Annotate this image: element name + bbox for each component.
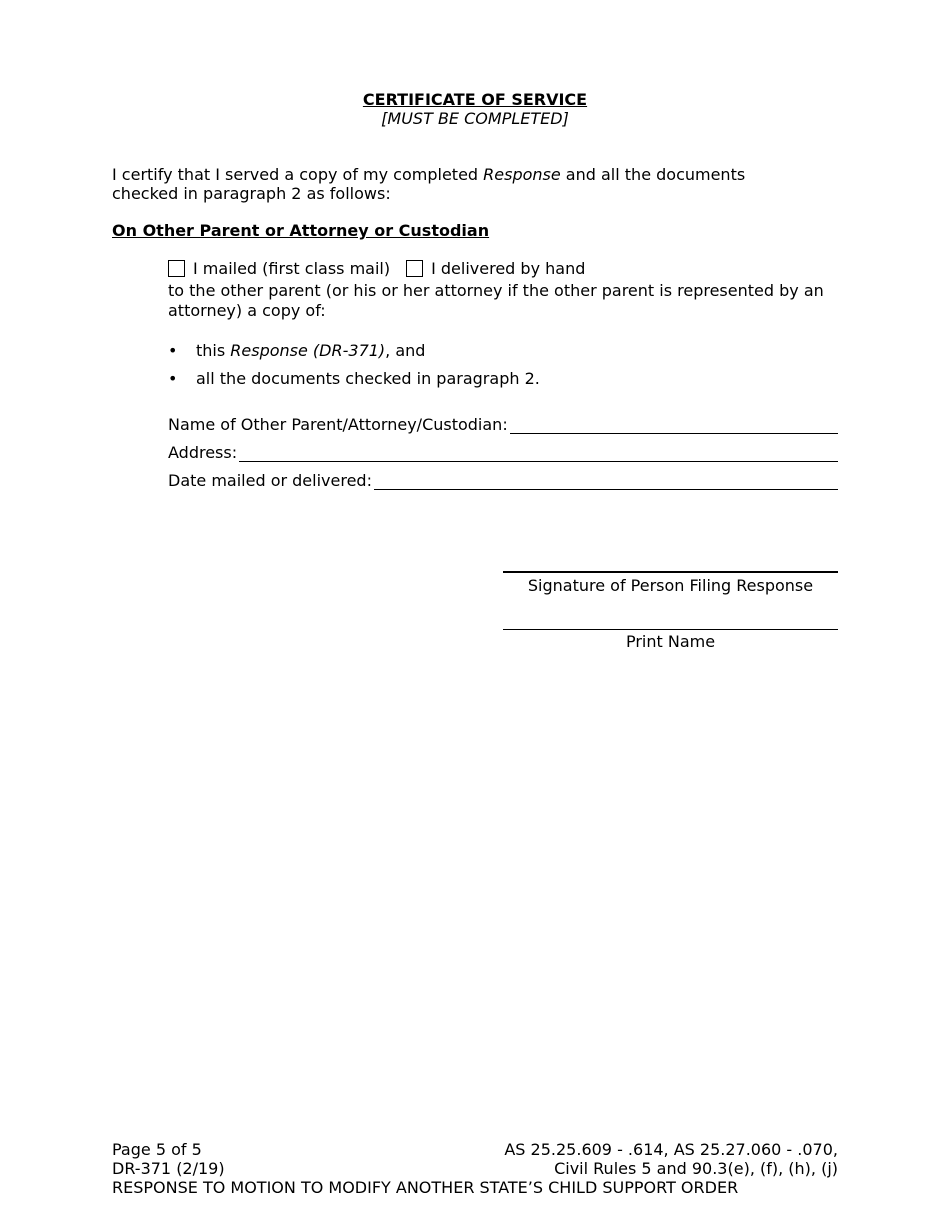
address-input-line[interactable]: [239, 445, 838, 462]
bullet-text-italic: Response (DR-371): [230, 341, 386, 360]
date-input-line[interactable]: [374, 473, 838, 490]
list-item: [168, 341, 425, 360]
print-name-line[interactable]: [503, 629, 838, 630]
footer-form-id: DR-371 (2/19): [112, 1159, 225, 1178]
name-field-label: Name of Other Parent/Attorney/Custodian:: [168, 415, 508, 434]
section-heading: On Other Parent or Attorney or Custodian: [112, 221, 490, 240]
bullet-icon: •: [168, 341, 178, 360]
service-method-options: [168, 259, 601, 278]
served-description: to the other parent (or his or her attorney if the other parent is represented by an attorney) a copy of:: [168, 281, 824, 320]
date-field: [168, 471, 838, 490]
footer-rules: Civil Rules 5 and 90.3(e), (f), (h), (j): [554, 1159, 838, 1178]
hand-delivered-label: I delivered by hand: [431, 259, 586, 278]
intro-text-italic: Response: [483, 165, 561, 184]
mailed-checkbox[interactable]: [168, 260, 185, 277]
intro-text-after: and all the documents checked in paragraph 2 as follows:: [112, 165, 746, 203]
bullet-text-before: this: [196, 341, 231, 360]
mailed-label: I mailed (first class mail): [193, 259, 391, 278]
signature-label: Signature of Person Filing Response: [527, 576, 814, 595]
signature-line[interactable]: [503, 571, 838, 573]
certificate-subtitle: [MUST BE COMPLETED]: [381, 109, 569, 128]
bullet-text: all the documents checked in paragraph 2.: [196, 369, 540, 388]
print-name-label: Print Name: [625, 632, 716, 651]
address-field: [168, 443, 838, 462]
footer-statutes: AS 25.25.609 - .614, AS 25.27.060 - .070,: [504, 1140, 838, 1159]
intro-paragraph: [112, 165, 812, 203]
certificate-title: CERTIFICATE OF SERVICE: [362, 90, 588, 109]
date-field-label: Date mailed or delivered:: [168, 471, 372, 490]
footer-form-title: RESPONSE TO MOTION TO MODIFY ANOTHER STATE’S CHILD SUPPORT ORDER: [112, 1178, 739, 1197]
bullet-icon: •: [168, 369, 178, 388]
intro-text-before: I certify that I served a copy of my completed: [112, 165, 484, 184]
footer-page-number: Page 5 of 5: [112, 1140, 202, 1159]
hand-delivered-checkbox[interactable]: [406, 260, 423, 277]
name-field: [168, 415, 838, 434]
list-item: [168, 369, 540, 388]
bullet-text-after: , and: [385, 341, 426, 360]
name-input-line[interactable]: [510, 417, 838, 434]
address-field-label: Address:: [168, 443, 238, 462]
